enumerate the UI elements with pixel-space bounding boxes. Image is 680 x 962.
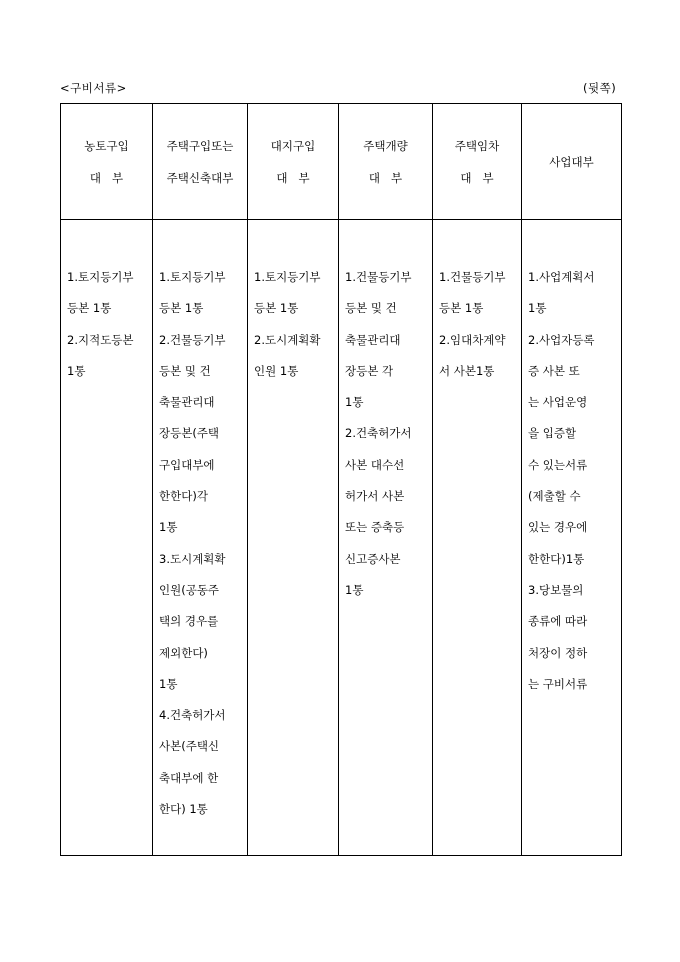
document-line: 3.도시계획확 <box>159 551 226 566</box>
document-line: 등본 및 건 <box>345 301 397 316</box>
document-line: 는 사업운영 <box>528 395 588 410</box>
document-line: 한한다)각 <box>159 489 208 504</box>
document-line: 구입대부에 <box>159 457 215 472</box>
document-line: 등본 1통 <box>67 301 112 316</box>
document-line: 는 구비서류 <box>528 676 588 691</box>
header-line: 주택임차 <box>454 138 500 153</box>
column-header-farmland <box>61 104 153 220</box>
document-line: 있는 경우에 <box>528 520 588 535</box>
document-line: 1.토지등기부 <box>67 270 134 284</box>
document-line: 허가서 사본 <box>345 489 405 504</box>
documents-cell <box>522 220 622 856</box>
document-line: 신고증사본 <box>345 551 401 566</box>
caption-back-side: (뒷쪽) <box>583 81 617 95</box>
document-line: 1통 <box>345 395 364 410</box>
column-header-house-improvement <box>339 104 433 220</box>
document-line: 장등본 각 <box>345 363 394 378</box>
document-line: 1.토지등기부 <box>254 270 321 284</box>
header-line: 대 부 <box>276 170 310 185</box>
document-line: 1통 <box>159 676 178 691</box>
document-line: 증 사본 또 <box>528 363 580 378</box>
document-line: 2.지적도등본 <box>67 332 134 347</box>
document-line: 1.건물등기부 <box>345 270 412 284</box>
document-line: 종류에 따라 <box>528 614 588 629</box>
documents-cell <box>339 220 433 856</box>
document-line: 2.임대차계약 <box>439 332 506 347</box>
document-line: 사본(주택신 <box>159 739 220 754</box>
document-line: 제외한다) <box>159 645 208 660</box>
document-line: 서 사본1통 <box>439 363 495 378</box>
document-line: 또는 증축등 <box>345 520 405 535</box>
documents-cell <box>153 220 248 856</box>
header-line: 대지구입 <box>270 138 316 153</box>
header-line: 주택개량 <box>363 138 408 153</box>
document-line: 등본 1통 <box>159 301 204 316</box>
document-line: 2.도시계획확 <box>254 332 321 347</box>
document-line: 1.토지등기부 <box>159 270 226 284</box>
document-line: 수 있는서류 <box>528 457 588 472</box>
header-line: 대 부 <box>460 170 494 185</box>
document-line: 한다) 1통 <box>159 802 208 817</box>
document-line: 사본 대수선 <box>345 457 405 472</box>
document-line: 1통 <box>345 582 364 597</box>
column-header-business <box>522 104 622 220</box>
header-line: 주택신축대부 <box>166 170 234 185</box>
document-line: 2.사업자등록 <box>528 332 595 347</box>
column-header-land-purchase <box>248 104 339 220</box>
document-line: 장등본(주택 <box>159 426 220 441</box>
document-line: 축대부에 한 <box>159 770 219 785</box>
document-line: 등본 1통 <box>254 301 299 316</box>
document-line: 3.당보물의 <box>528 582 584 597</box>
document-line: 을 입증할 <box>528 426 577 441</box>
document-line: 2.건축허가서 <box>345 426 412 441</box>
document-line: 인원 1통 <box>254 363 299 378</box>
column-header-house-purchase <box>153 104 248 220</box>
document-line: 등본 1통 <box>439 301 484 316</box>
document-line: 축물관리대 <box>345 332 401 347</box>
header-line: 대 부 <box>89 170 124 185</box>
header-line: 대 부 <box>368 170 403 185</box>
document-line: 등본 및 건 <box>159 363 211 378</box>
caption-required-documents: <구비서류> <box>60 81 127 95</box>
document-line: 인원(공동주 <box>159 582 220 597</box>
body-row <box>61 220 622 856</box>
document-line: 1통 <box>159 520 178 535</box>
column-header-house-lease <box>433 104 522 220</box>
document-line: 택의 경우를 <box>159 614 219 629</box>
document-line: 4.건축허가서 <box>159 708 226 723</box>
documents-cell <box>248 220 339 856</box>
header-line: 농토구입 <box>84 138 129 153</box>
documents-cell <box>61 220 153 856</box>
document-line: 처장이 정하 <box>528 645 588 660</box>
required-documents-table <box>60 103 622 856</box>
header-line: 주택구입또는 <box>166 138 234 153</box>
header-line: 사업대부 <box>549 154 594 169</box>
documents-cell <box>433 220 522 856</box>
header-row <box>61 104 622 220</box>
document-line: (제출할 수 <box>528 489 581 504</box>
document-line: 1.건물등기부 <box>439 270 506 284</box>
document-line: 축물관리대 <box>159 395 215 410</box>
document-line: 한한다)1통 <box>528 551 585 566</box>
document-line: 1통 <box>67 363 86 378</box>
document-line: 1통 <box>528 301 547 316</box>
document-line: 2.건물등기부 <box>159 332 226 347</box>
document-line: 1.사업계획서 <box>528 270 595 284</box>
